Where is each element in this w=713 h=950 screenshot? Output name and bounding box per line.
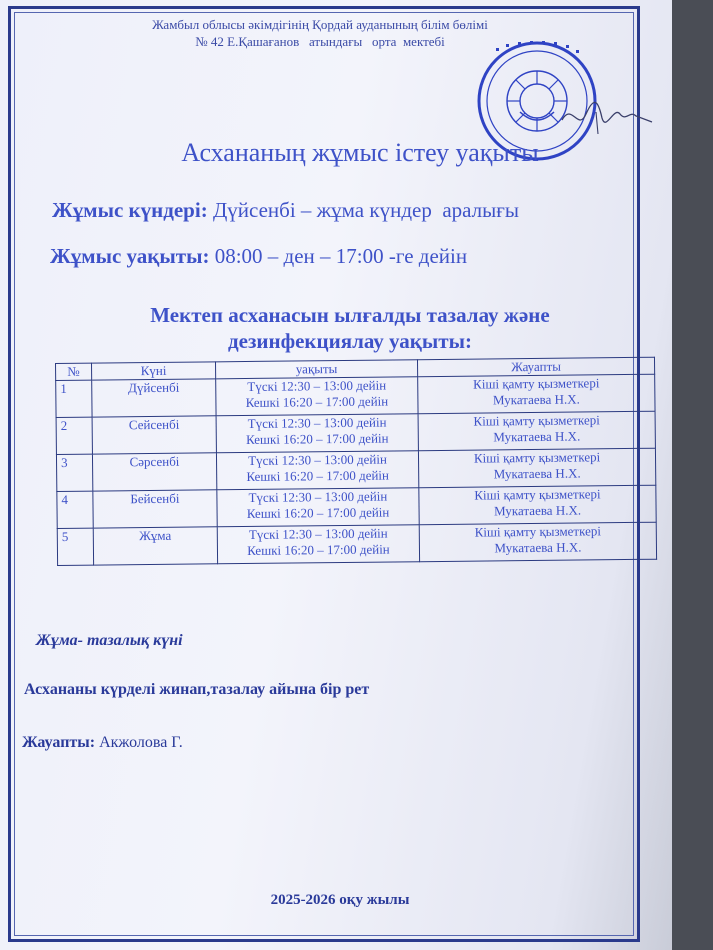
header-line-1: Жамбыл облысы әкімдігінің Қордай ауданының білім бөлімі [152,17,488,32]
row-day: Дүйсенбі [92,379,216,417]
work-hours-value: 08:00 – ден – 17:00 -ге дейін [214,244,468,268]
row-day: Сейсенбі [92,416,216,454]
responsible-line [22,734,183,752]
table-row [57,485,656,528]
table-row [56,411,655,454]
row-number: 5 [57,528,93,565]
work-hours-label: Жұмыс уақыты: [50,244,210,268]
responsible-role: Кіші қамту қызметкері [473,412,600,429]
responsible-role: Кіші қамту қызметкері [473,375,600,392]
row-time [217,488,419,527]
work-hours-line [50,244,467,269]
time-evening: Кешкі 16:20 – 17:00 дейін [247,541,390,558]
row-responsible [418,374,655,413]
work-days-value: Дүйсенбі – жұма күндер аралығы [212,198,519,222]
row-day: Сәрсенбі [92,453,216,491]
table-row [56,448,655,491]
header-time: уақыты [215,360,417,379]
general-cleaning-note: Асхананы күрделі жинап,тазалау айына бір рет [24,681,370,698]
row-number: 3 [56,454,92,491]
header-responsible: Жауапты [418,357,655,376]
time-evening: Кешкі 16:20 – 17:00 дейін [246,504,390,521]
responsible-name: Мукатаева Н.Х. [492,391,580,408]
disinfection-heading [60,302,640,354]
disinfection-line-1: Мектеп асханасын ылғалды тазалау және [150,303,550,327]
responsible-name: Мукатаева Н.Х. [494,502,582,519]
signature-icon [556,92,656,142]
time-lunch: Түскі 12:30 – 13:00 дейін [247,414,387,431]
row-day: Жұма [93,527,217,565]
row-responsible [418,411,655,450]
header-number: № [56,363,92,380]
cleaning-day-note: Жұма- тазалық күні [36,632,183,649]
row-responsible [418,448,655,487]
row-time [216,377,418,416]
time-lunch: Түскі 12:30 – 13:00 дейін [248,451,387,468]
time-lunch: Түскі 12:30 – 13:00 дейін [248,488,388,505]
responsible-name: Мукатаева Н.Х. [493,428,581,445]
responsible-role: Кіші қамту қызметкері [474,486,601,503]
responsible-role: Кіші қамту қызметкері [474,523,602,540]
time-evening: Кешкі 16:20 – 17:00 дейін [245,393,389,411]
header-line-2: № 42 Е.Қашағанов атындағы орта мектебі [195,34,445,49]
row-number: 1 [56,380,92,417]
time-evening: Кешкі 16:20 – 17:00 дейін [245,430,389,448]
time-lunch: Түскі 12:30 – 13:00 дейін [247,377,387,394]
responsible-role: Кіші қамту қызметкері [473,449,601,466]
row-responsible [419,485,656,524]
table-row [57,522,656,565]
row-number: 4 [57,491,93,528]
time-evening: Кешкі 16:20 – 17:00 дейін [246,467,390,485]
table-row [56,374,655,417]
time-lunch: Түскі 12:30 – 13:00 дейін [248,525,388,542]
row-time [216,414,418,453]
page-title: Асхананың жұмыс істеу уақыты [181,138,539,167]
responsible-value: Акжолова Г. [99,734,183,751]
academic-year: 2025-2026 оқу жылы [270,892,410,908]
responsible-name: Мукатаева Н.Х. [493,465,581,482]
header-day: Күні [91,362,215,380]
work-days-line [52,198,519,223]
row-time [216,451,418,490]
row-time [217,525,419,564]
row-number: 2 [56,417,92,454]
row-responsible [419,522,656,561]
work-days-label: Жұмыс күндері: [52,198,208,222]
disinfection-line-2: дезинфекциялау уақыты: [228,329,472,353]
responsible-label: Жауапты: [22,734,96,751]
responsible-name: Мукатаева Н.Х. [494,539,582,556]
row-day: Бейсенбі [93,490,217,528]
cleaning-schedule-table [55,357,657,566]
